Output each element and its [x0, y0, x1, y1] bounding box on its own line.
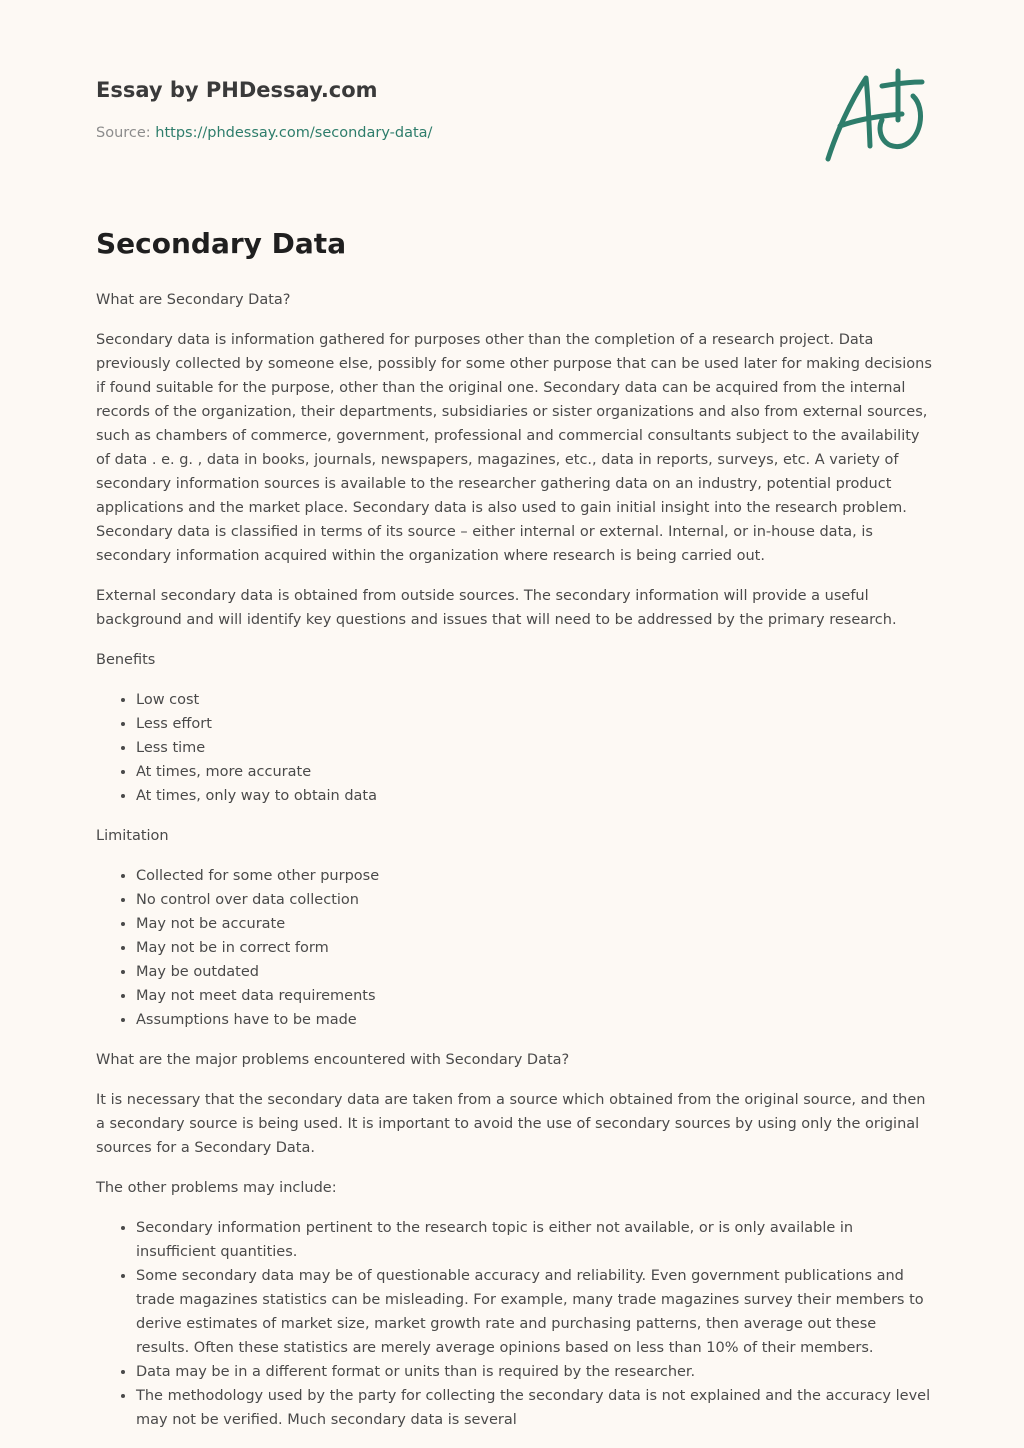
- problems-list: [96, 1216, 932, 1432]
- original-source-paragraph: It is necessary that the secondary data are taken from a source which obtained from the original source, and then a secondary source is being used. It is important to avoid the use of secondary sources by using only the original sources for a Secondary Data.: [96, 1092, 926, 1156]
- benefits-list: [96, 688, 932, 808]
- a-plus-logo-icon: [818, 66, 930, 166]
- list-item: • No control over data collection: [136, 888, 932, 912]
- list-item: • Secondary information pertinent to the research topic is either not available, or is only available in insufficient quantities.: [136, 1216, 932, 1264]
- article-title: Secondary Data: [96, 227, 347, 260]
- other-problems-intro: The other problems may include:: [96, 1180, 337, 1196]
- list-item: • At times, more accurate: [136, 760, 932, 784]
- list-item: • Data may be in a different format or units than is required by the researcher.: [136, 1360, 932, 1384]
- source-label: Source:: [96, 125, 156, 141]
- list-item: • Less time: [136, 736, 932, 760]
- list-item: • Collected for some other purpose: [136, 864, 932, 888]
- essay-header: [96, 74, 796, 143]
- definition-paragraph: Secondary data is information gathered for purposes other than the completion of a research project. Data previously collected by someone else, possibly for some other purpose that can be used later for making decisions if found suitable for the purpose, other than the original one. Secondary data can be acquired from the internal records of the organization, their departments, subsidiaries or sister organizations and also from external sources, such as chambers of commerce, government, professional and commercial consultants subject to the availability of data . e. g. , data in books, journals, newspapers, magazines, etc., data in reports, surveys, etc. A variety of secondary information sources is available to the researcher gathering data on an industry, potential product applications and the market place. Secondary data is also used to gain initial insight into the research problem. Secondary data is classified in terms of its source – either internal or external. Internal, or in-house data, is secondary information acquired within the organization where research is being carried out.: [96, 332, 932, 564]
- list-item: • May not be accurate: [136, 912, 932, 936]
- benefits-heading: Benefits: [96, 652, 156, 668]
- source-link[interactable]: https://phdessay.com/secondary-data/: [155, 125, 433, 141]
- list-item: • Assumptions have to be made: [136, 1008, 932, 1032]
- question-what-are-secondary-data: What are Secondary Data?: [96, 292, 291, 308]
- list-item: • May not meet data requirements: [136, 984, 932, 1008]
- list-item: • Some secondary data may be of questionable accuracy and reliability. Even government publications and trade magazines statistics can be misleading. For example, many trade magazines survey their members to derive estimates of market size, market growth rate and purchasing patterns, then average out these results. Often these statistics are merely average opinions based on less than 10% of their members.: [136, 1264, 932, 1360]
- list-item: • Low cost: [136, 688, 932, 712]
- list-item: • The methodology used by the party for collecting the secondary data is not explained and the accuracy level may not be verified. Much secondary data is several: [136, 1384, 932, 1432]
- limitations-list: [96, 864, 932, 1032]
- source-line: [96, 123, 796, 143]
- list-item: • May not be in correct form: [136, 936, 932, 960]
- limitation-heading: Limitation: [96, 828, 169, 844]
- article-body: [96, 222, 932, 1448]
- list-item: • At times, only way to obtain data: [136, 784, 932, 808]
- site-brand: Essay by PHDessay.com: [96, 78, 378, 102]
- list-item: • May be outdated: [136, 960, 932, 984]
- problems-heading: What are the major problems encountered with Secondary Data?: [96, 1052, 570, 1068]
- external-data-paragraph: External secondary data is obtained from outside sources. The secondary information will provide a useful background and will identify key questions and issues that will need to be addressed by the primary research.: [96, 588, 897, 628]
- list-item: • Less effort: [136, 712, 932, 736]
